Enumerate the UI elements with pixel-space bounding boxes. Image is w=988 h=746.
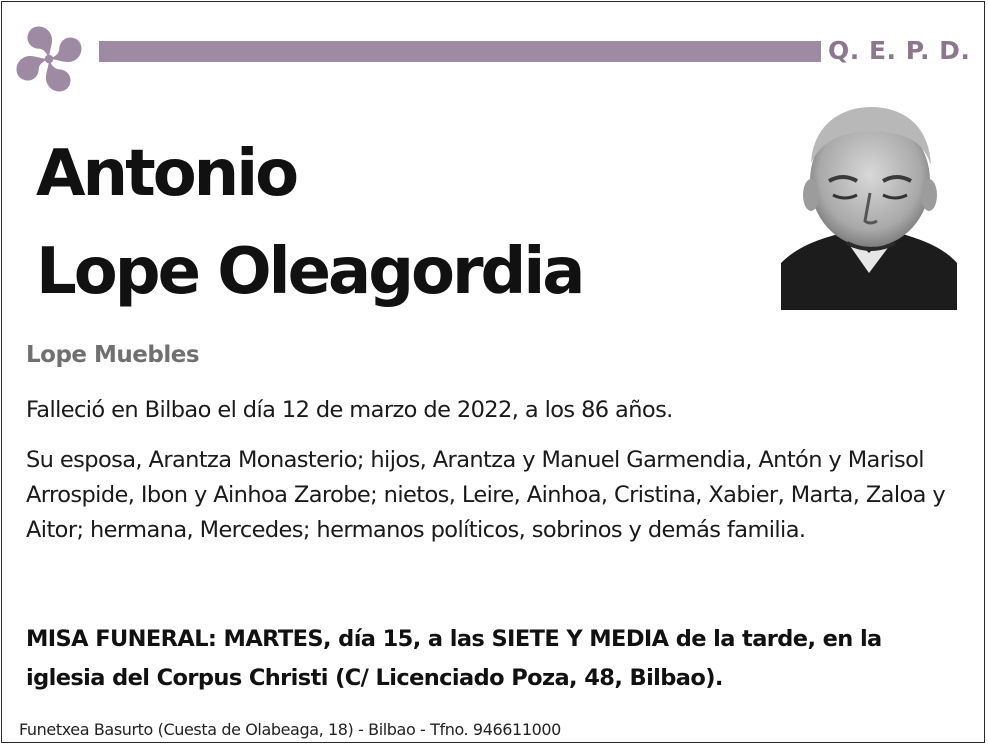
deceased-first-name: Antonio xyxy=(36,137,297,211)
lauburu-icon xyxy=(6,16,92,102)
header-bar xyxy=(99,41,821,62)
death-notice: Falleció en Bilbao el día 12 de marzo de 2022, a los 86 años. xyxy=(26,397,673,423)
funeral-details: MISA FUNERAL: MARTES, día 15, a las SIETE Y MEDIA de la tarde, en la iglesia del Corpus Christi (C/ Licenciado Poza, 48, Bilbao). xyxy=(26,626,882,691)
deceased-surnames: Lope Oleagordia xyxy=(36,235,583,309)
funeral-home-info: Funetxea Basurto (Cuesta de Olabeaga, 18) - Bilbao - Tfno. 946611000 xyxy=(19,720,561,739)
company-name: Lope Muebles xyxy=(26,342,200,368)
qepd-label: Q. E. P. D. xyxy=(828,36,971,65)
obituary-notice xyxy=(1,1,985,743)
portrait-photo xyxy=(781,103,957,310)
family-list: Su esposa, Arantza Monasterio; hijos, Arantza y Manuel Garmendia, Antón y Marisol Arrospide, Ibon y Ainhoa Zarobe; nietos, Leire, Ainhoa, Cristina, Xabier, Marta, Zaloa y Aitor; hermana, Mercedes; hermanos políticos, sobrinos y demás familia. xyxy=(26,447,946,543)
